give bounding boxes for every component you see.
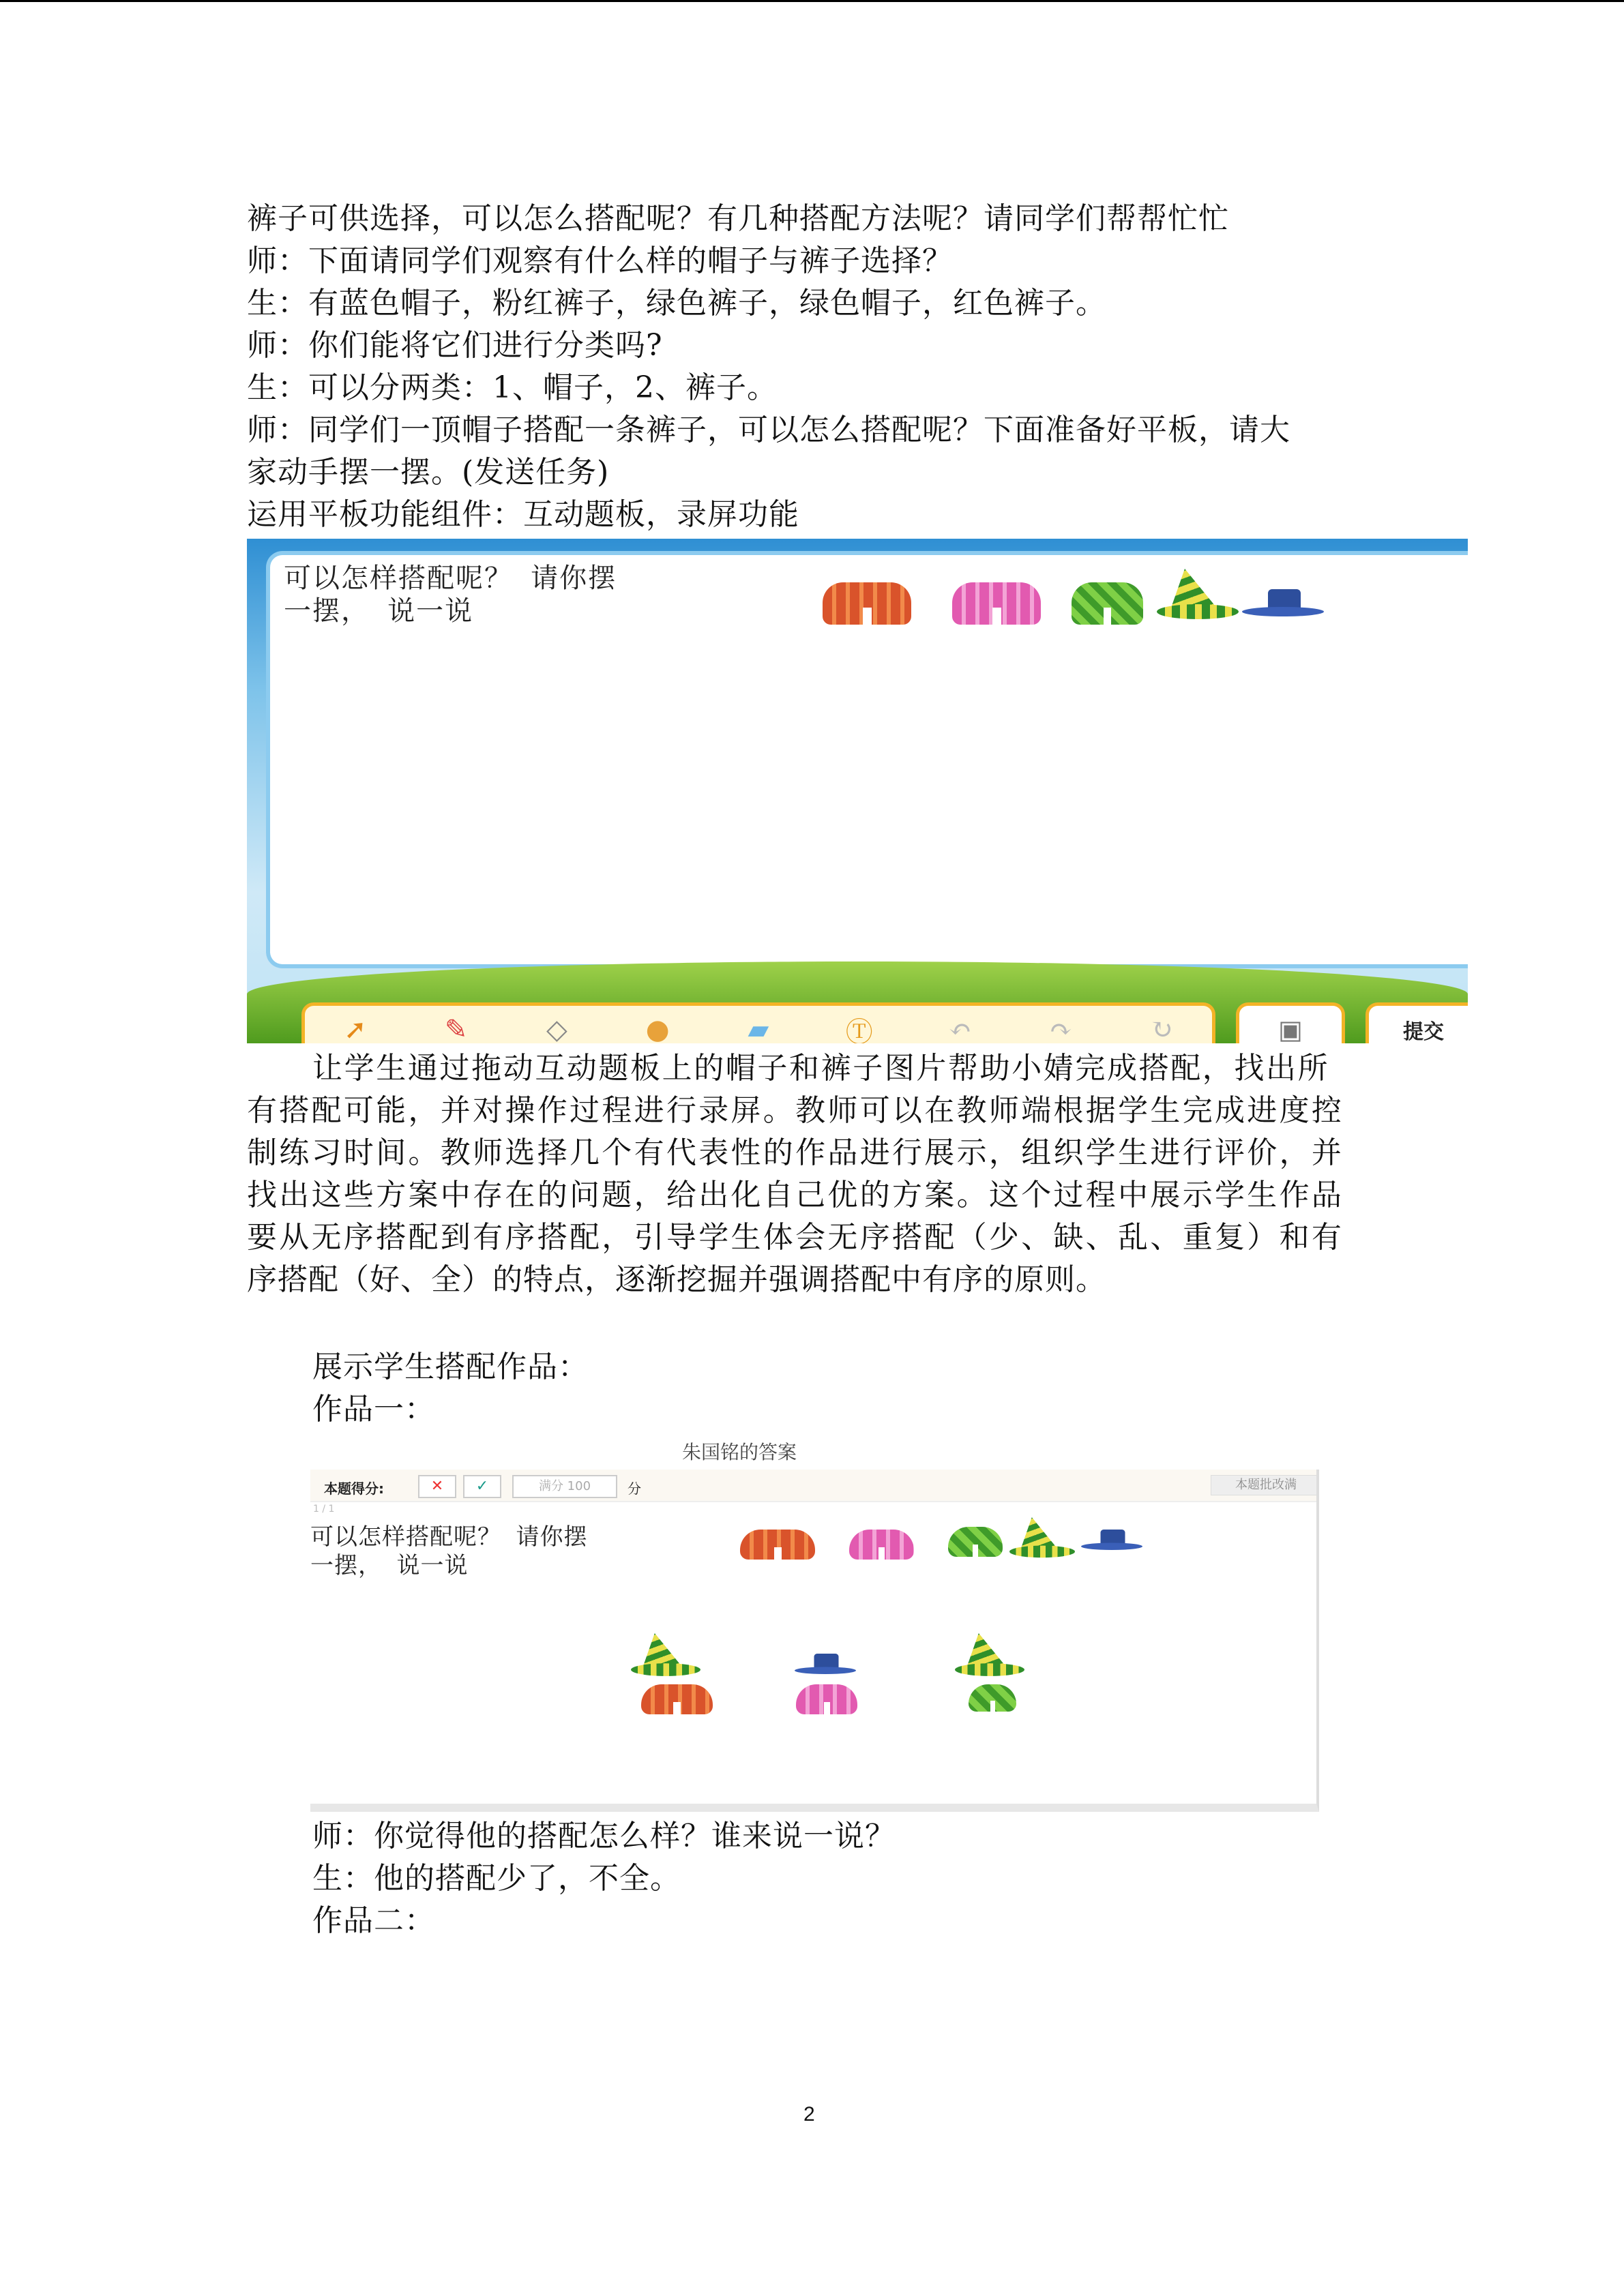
undo-icon[interactable]: ↶ [948,1014,972,1043]
green-hat-icon [1009,1517,1075,1561]
drawing-toolbar [301,1002,1215,1043]
eraser-icon[interactable]: ▰ [748,1014,769,1043]
text-line-student-a: 生：他的搭配少了，不全。 [312,1861,681,1896]
paragraph-line-4: 找出这些方案中存在的问题，给出化自己优的方案。这个过程中展示学生作品 [247,1178,1344,1212]
blue-hat-icon[interactable] [1242,589,1324,623]
redo-icon[interactable]: ↷ [1049,1014,1072,1043]
submit-button[interactable]: 提交 [1365,1002,1468,1043]
page-number: 2 [803,2103,815,2126]
work2-label: 作品二： [312,1903,435,1938]
score-unit: 分 [628,1480,641,1497]
text-line-3: 生：有蓝色帽子，粉红裤子，绿色裤子，绿色帽子，红色裤子。 [247,286,1106,320]
pair3-hat-icon [955,1633,1024,1680]
paragraph-line-5: 要从无序搭配到有序搭配，引导学生体会无序搭配（少、缺、乱、重复）和有 [247,1220,1344,1255]
pointer-icon[interactable]: ➚ [344,1014,367,1043]
score-bar [310,1470,1316,1502]
text-icon[interactable]: Ⓣ [845,1016,873,1043]
text-line-8: 运用平板功能组件：互动题板，录屏功能 [247,497,799,532]
page-top-border [0,0,1624,2]
wrong-button[interactable]: ✕ [418,1475,456,1498]
pink-pants-icon [849,1530,914,1560]
interactive-board-screenshot [247,539,1468,1043]
pair3-pants-icon [969,1684,1016,1712]
paragraph-line-6: 序搭配（好、全）的特点，逐渐挖掘并强调搭配中有序的原则。 [247,1262,1106,1297]
page-indicator: 1 / 1 [313,1504,335,1515]
pair2-hat-icon [795,1654,856,1680]
batch-grade-button[interactable]: 本题批改满 [1211,1475,1319,1495]
paragraph-line-3: 制练习时间。教师选择几个有代表性的作品进行展示，组织学生进行评价，并 [247,1135,1344,1170]
paragraph-line-1: 让学生通过拖动互动题板上的帽子和裤子图片帮助小婧完成搭配，找出所 [312,1051,1330,1086]
text-line-6: 师：同学们一顶帽子搭配一条裤子，可以怎么搭配呢？下面准备好平板，请大 [247,413,1290,447]
text-line-2: 师：下面请同学们观察有什么样的帽子与裤子选择？ [247,243,953,278]
refresh-icon[interactable]: ↻ [1150,1014,1173,1043]
paragraph-line-2: 有搭配可能，并对操作过程进行录屏。教师可以在教师端根据学生完成进度控 [247,1093,1344,1128]
camera-icon: ▣ [1278,1015,1303,1043]
board-prompt: 可以怎样搭配呢？ 请你摆 一摆， 说一说 [284,563,617,627]
pair1-pants-icon [641,1684,713,1714]
pair2-pants-icon [796,1684,857,1714]
text-line-5: 生：可以分两类：1、帽子，2、裤子。 [247,370,778,405]
green-hat-icon[interactable] [1157,569,1239,623]
green-pants-icon [948,1527,1003,1557]
board-canvas[interactable] [266,551,1468,968]
answer-title: 朱国铭的答案 [682,1441,797,1463]
red-pants-icon [740,1530,815,1560]
show-heading: 展示学生搭配作品： [312,1350,589,1384]
text-line-1: 裤子可供选择，可以怎么搭配呢？有几种搭配方法呢？请同学们帮帮忙忙 [247,201,1229,236]
score-label: 本题得分: [324,1480,384,1497]
record-screen-button[interactable] [1236,1002,1345,1043]
blue-hat-icon [1081,1530,1142,1555]
answer-prompt: 可以怎样搭配呢？ 请你摆 一摆， 说一说 [310,1523,588,1579]
red-pants-icon[interactable] [823,582,911,625]
text-line-teacher-q: 师：你觉得他的搭配怎么样？谁来说一说？ [312,1819,896,1853]
pencil-icon[interactable]: ✎ [444,1014,468,1043]
green-pants-icon[interactable] [1072,582,1143,625]
text-line-7: 家动手摆一摆。(发送任务) [247,455,610,490]
pair1-hat-icon [631,1633,700,1680]
score-input[interactable]: 满分 100 [512,1475,617,1498]
palette-icon[interactable]: ● [645,1014,670,1043]
student-answer-screenshot [310,1470,1319,1812]
correct-button[interactable]: ✓ [463,1475,501,1498]
text-line-4: 师：你们能将它们进行分类吗? [247,328,663,363]
work1-label: 作品一： [312,1392,435,1427]
fill-icon[interactable]: ◇ [546,1014,567,1043]
pink-pants-icon[interactable] [952,582,1041,625]
